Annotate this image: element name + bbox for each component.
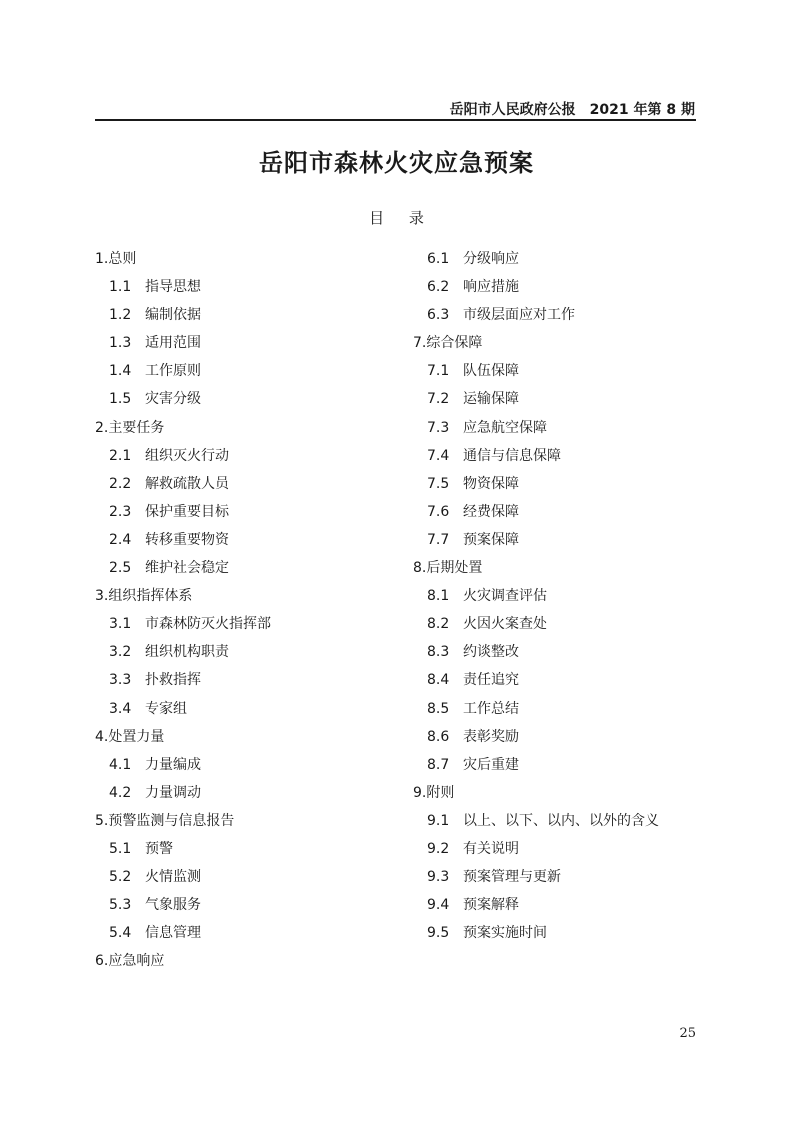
toc-item-number: 6.2 (427, 279, 450, 296)
toc-item-title: 信息管理 (145, 925, 201, 942)
header-divider (95, 119, 696, 121)
toc-item-title: 工作原则 (145, 363, 201, 380)
toc-item-number: 5.4 (109, 925, 132, 942)
toc-item-title: 物资保障 (463, 475, 519, 492)
toc-item-number: 1.1 (109, 279, 132, 296)
toc-item-number: 6.1 (427, 251, 450, 267)
toc-subsection (413, 360, 703, 388)
toc-item-number: 1. (95, 251, 109, 267)
toc-item-title: 扑救指挥 (145, 672, 201, 689)
toc-item-number: 5.2 (109, 869, 132, 886)
toc-subsection (95, 838, 395, 866)
toc-item-title: 转移重要物资 (145, 531, 229, 548)
toc-heading: 目 录 (369, 209, 424, 227)
toc-subsection (413, 417, 703, 445)
publication-header: 岳阳市人民政府公报 2021 年第 8 期 (449, 102, 695, 118)
toc-item-title: 分级响应 (463, 251, 519, 267)
toc-item-number: 8.2 (427, 616, 450, 633)
toc-subsection (95, 922, 395, 950)
toc-subsection (95, 501, 395, 529)
toc-item-number: 9.4 (427, 897, 450, 914)
toc-item-number: 2.5 (109, 560, 132, 577)
toc-item-title: 主要任务 (108, 419, 165, 436)
toc-item-number: 1.4 (109, 363, 132, 380)
toc-section (413, 557, 703, 585)
toc-item-title: 保护重要目标 (145, 503, 229, 520)
toc-item-number: 6.3 (427, 307, 450, 324)
toc-subsection (413, 866, 703, 894)
toc-item-title: 力量调动 (145, 784, 201, 801)
toc-item-number: 8.3 (427, 644, 450, 661)
toc-subsection (413, 276, 703, 304)
toc-item-number: 1.5 (109, 391, 132, 408)
toc-item-number: 2.1 (109, 447, 132, 464)
toc-item-title: 专家组 (145, 700, 187, 717)
toc-item-number: 8.7 (427, 756, 450, 773)
toc-item-number: 2.2 (109, 475, 132, 492)
toc-subsection (95, 304, 395, 332)
toc-item-title: 预警监测与信息报告 (108, 812, 235, 829)
toc-item-number: 8.4 (427, 672, 450, 689)
toc-subsection (95, 332, 395, 360)
toc-item-number: 5. (95, 812, 109, 829)
toc-section (95, 810, 395, 838)
toc-subsection (413, 641, 703, 669)
toc-item-title: 应急航空保障 (463, 419, 547, 436)
toc-item-number: 7.1 (427, 363, 450, 380)
toc-item-number: 9. (413, 784, 427, 801)
toc-item-title: 气象服务 (145, 897, 201, 914)
toc-subsection (95, 866, 395, 894)
toc-item-number: 5.3 (109, 897, 132, 914)
toc-item-title: 处置力量 (108, 728, 165, 745)
toc-item-title: 工作总结 (463, 700, 519, 717)
toc-item-number: 2.4 (109, 531, 132, 548)
toc-item-title: 有关说明 (463, 840, 519, 857)
toc-subsection (95, 698, 395, 726)
toc-item-title: 市森林防灭火指挥部 (145, 616, 271, 633)
toc-item-title: 维护社会稳定 (145, 560, 229, 577)
toc-subsection (413, 529, 703, 557)
toc-item-number: 9.2 (427, 840, 450, 857)
toc-item-title: 组织指挥体系 (108, 588, 193, 605)
toc-subsection (413, 669, 703, 697)
toc-item-number: 4.2 (109, 784, 132, 801)
toc-item-number: 9.5 (427, 925, 450, 942)
toc-subsection (95, 894, 395, 922)
toc-item-title: 解救疏散人员 (145, 475, 229, 492)
toc-item-title: 通信与信息保障 (463, 447, 561, 464)
toc-column-right (413, 248, 703, 950)
toc-item-title: 表彰奖励 (463, 728, 519, 745)
toc-subsection (95, 276, 395, 304)
toc-item-title: 组织灭火行动 (145, 447, 229, 464)
toc-subsection (413, 894, 703, 922)
toc-subsection (95, 613, 395, 641)
toc-item-number: 5.1 (109, 840, 132, 857)
toc-subsection (413, 473, 703, 501)
toc-subsection (95, 360, 395, 388)
toc-item-number: 8. (413, 560, 427, 577)
toc-item-number: 7.6 (427, 503, 450, 520)
toc-subsection (95, 557, 395, 585)
toc-item-title: 预警 (145, 840, 173, 857)
toc-subsection (95, 782, 395, 810)
toc-item-number: 7. (413, 335, 427, 352)
toc-subsection (413, 754, 703, 782)
toc-item-title: 编制依据 (145, 307, 201, 324)
toc-item-title: 预案保障 (463, 531, 519, 548)
toc-item-number: 8.1 (427, 588, 450, 605)
toc-subsection (413, 585, 703, 613)
toc-item-number: 9.3 (427, 869, 450, 886)
toc-subsection (413, 304, 703, 332)
toc-subsection (95, 529, 395, 557)
toc-item-title: 指导思想 (145, 279, 201, 296)
toc-item-number: 7.7 (427, 531, 450, 548)
toc-section (95, 950, 395, 978)
toc-item-number: 2.3 (109, 503, 132, 520)
toc-item-title: 火情监测 (145, 869, 201, 886)
toc-item-number: 3.4 (109, 700, 132, 717)
toc-item-number: 3. (95, 588, 109, 605)
toc-item-title: 应急响应 (108, 953, 165, 970)
toc-subsection (95, 641, 395, 669)
toc-item-title: 预案管理与更新 (463, 869, 561, 886)
toc-item-number: 1.3 (109, 335, 132, 352)
toc-item-title: 队伍保障 (463, 363, 519, 380)
toc-item-title: 预案解释 (463, 897, 519, 914)
toc-subsection (95, 388, 395, 416)
toc-subsection (413, 613, 703, 641)
toc-subsection (413, 698, 703, 726)
toc-section (95, 248, 395, 276)
toc-item-title: 火因火案查处 (463, 616, 547, 633)
toc-subsection (413, 501, 703, 529)
toc-item-title: 灾后重建 (463, 756, 519, 773)
document-title: 岳阳市森林火灾应急预案 (259, 148, 534, 177)
toc-item-title: 综合保障 (426, 335, 483, 352)
toc-item-number: 4.1 (109, 756, 132, 773)
toc-item-title: 责任追究 (463, 672, 519, 689)
toc-item-number: 9.1 (427, 812, 450, 829)
toc-item-title: 市级层面应对工作 (463, 307, 575, 324)
toc-section (95, 585, 395, 613)
toc-subsection (95, 669, 395, 697)
toc-item-title: 预案实施时间 (463, 925, 547, 942)
toc-subsection (413, 388, 703, 416)
toc-subsection (413, 726, 703, 754)
toc-item-number: 6. (95, 953, 109, 970)
toc-item-number: 7.5 (427, 475, 450, 492)
toc-subsection (95, 445, 395, 473)
toc-item-number: 7.3 (427, 419, 450, 436)
toc-subsection (95, 473, 395, 501)
toc-item-title: 约谈整改 (463, 644, 519, 661)
toc-subsection (95, 754, 395, 782)
toc-subsection (413, 248, 703, 276)
toc-subsection (413, 922, 703, 950)
toc-item-title: 响应措施 (463, 279, 519, 296)
toc-subsection (413, 810, 703, 838)
toc-item-title: 适用范围 (145, 335, 201, 352)
toc-section (95, 417, 395, 445)
toc-column-left (95, 248, 395, 978)
toc-item-title: 火灾调查评估 (463, 588, 547, 605)
toc-subsection (413, 838, 703, 866)
toc-item-title: 力量编成 (145, 756, 201, 773)
toc-item-title: 以上、以下、以内、以外的含义 (463, 812, 659, 829)
toc-item-number: 7.4 (427, 447, 450, 464)
toc-item-title: 组织机构职责 (145, 644, 229, 661)
toc-item-number: 8.6 (427, 728, 450, 745)
toc-item-number: 1.2 (109, 307, 132, 324)
toc-item-title: 运输保障 (463, 391, 519, 408)
toc-item-title: 后期处置 (426, 560, 483, 577)
toc-item-number: 2. (95, 419, 109, 436)
toc-item-number: 3.2 (109, 644, 132, 661)
page-number: 25 (679, 1026, 696, 1041)
toc-item-number: 8.5 (427, 700, 450, 717)
toc-item-title: 附则 (426, 784, 455, 801)
toc-item-number: 4. (95, 728, 109, 745)
toc-subsection (413, 445, 703, 473)
toc-section (413, 782, 703, 810)
toc-item-title: 灾害分级 (145, 391, 201, 408)
toc-section (95, 726, 395, 754)
toc-item-number: 3.3 (109, 672, 132, 689)
toc-section (413, 332, 703, 360)
toc-item-number: 7.2 (427, 391, 450, 408)
toc-item-title: 经费保障 (463, 503, 519, 520)
toc-item-number: 3.1 (109, 616, 132, 633)
toc-item-title: 总则 (108, 251, 137, 267)
